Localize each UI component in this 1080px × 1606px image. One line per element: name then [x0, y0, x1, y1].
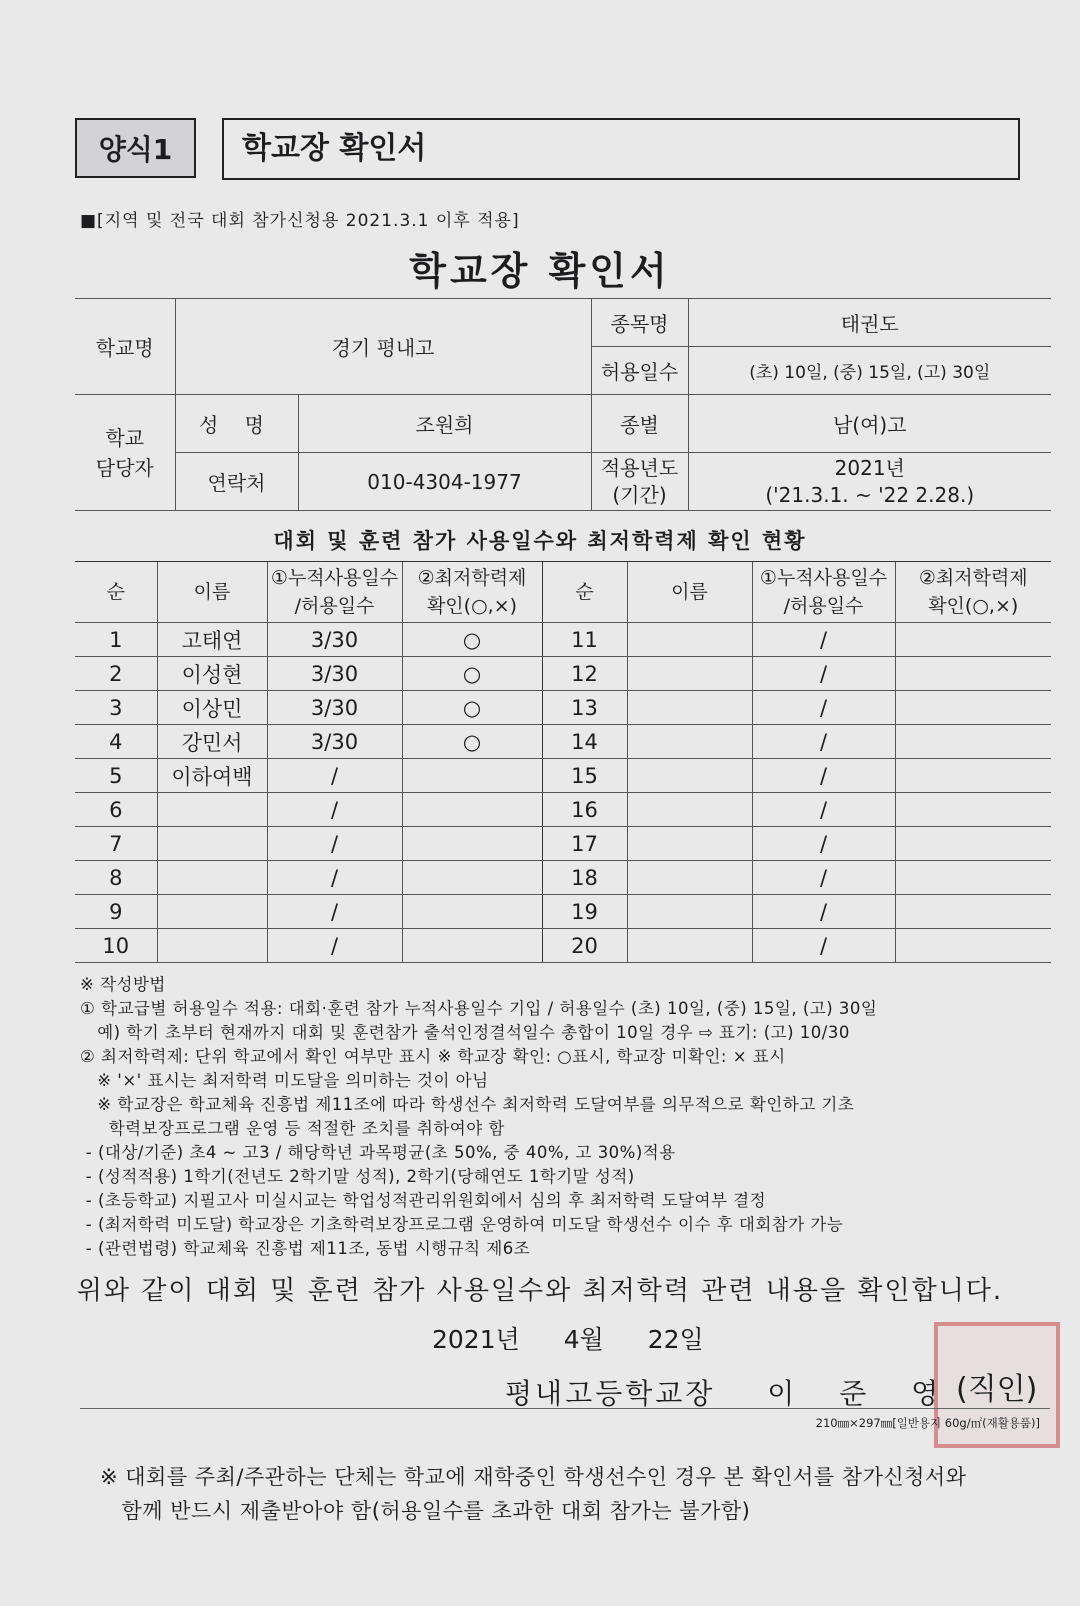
cell-name: [627, 895, 752, 929]
cell-n: 5: [75, 759, 157, 793]
submission-notice: [100, 1460, 967, 1528]
cell-days: /: [752, 691, 895, 725]
cell-name: [157, 861, 267, 895]
cell-n: 1: [75, 623, 157, 657]
cell-name: [157, 793, 267, 827]
period-label: 적용년도 (기간): [591, 453, 688, 511]
cell-days: /: [752, 827, 895, 861]
paper-spec: 210㎜×297㎜[일반용지 60g/㎡(재활용품)]: [815, 1416, 1040, 1430]
cell-days: 3/30: [267, 725, 402, 759]
cell-check: [895, 691, 1051, 725]
cell-days: /: [267, 895, 402, 929]
table-row: [75, 623, 1051, 657]
cell-check: [402, 827, 542, 861]
table-row: [75, 793, 1051, 827]
cell-n: 18: [542, 861, 627, 895]
cell-name: 이성현: [157, 657, 267, 691]
confirmation-statement: 위와 같이 대회 및 훈련 참가 사용일수와 최저학력 관련 내용을 확인합니다.: [76, 1276, 1004, 1306]
instruction-line: ② 최저학력제: 단위 학교에서 확인 여부만 표시 ※ 학교장 확인: ○표시, 학교장 미확인: × 표시: [80, 1047, 786, 1066]
instruction-line: - (최저학력 미도달) 학교장은 기초학력보장프로그램 운영하여 미도달 학생선수 이수 후 대회참가 가능: [80, 1215, 844, 1234]
section-title: 대회 및 훈련 참가 사용일수와 최저학력제 확인 현황: [273, 529, 807, 553]
cell-days: /: [267, 759, 402, 793]
instruction-line: ※ 학교장은 학교체육 진흥법 제11조에 따라 학생선수 최저학력 도달여부를 의무적으로 확인하고 기초: [80, 1095, 855, 1114]
cell-check: ○: [402, 657, 542, 691]
col-days: ①누적사용일수 /허용일수: [267, 562, 402, 623]
cell-name: [627, 861, 752, 895]
cell-check: [895, 861, 1051, 895]
cell-check: [895, 827, 1051, 861]
cell-check: [895, 929, 1051, 963]
cell-days: /: [267, 929, 402, 963]
name-label: 성 명: [175, 395, 298, 453]
cell-n: 13: [542, 691, 627, 725]
cell-days: /: [267, 793, 402, 827]
issue-date: [432, 1320, 740, 1356]
table-row: [75, 895, 1051, 929]
cell-name: 고태연: [157, 623, 267, 657]
cell-n: 9: [75, 895, 157, 929]
cell-days: 3/30: [267, 657, 402, 691]
cell-n: 12: [542, 657, 627, 691]
cell-days: /: [267, 861, 402, 895]
table-row: [75, 725, 1051, 759]
cell-n: 15: [542, 759, 627, 793]
principal-name: 이 준 영: [767, 1377, 957, 1410]
cell-name: [157, 895, 267, 929]
period-value: 2021년 ('21.3.1. ~ '22 2.28.): [688, 453, 1051, 511]
cell-days: 3/30: [267, 623, 402, 657]
cell-name: [627, 725, 752, 759]
cell-name: [627, 827, 752, 861]
instruction-line: 예) 학기 초부터 현재까지 대회 및 훈련참가 출석인정결석일수 총합이 10일 경우 ⇨ 표기: (고) 10/30: [80, 1023, 850, 1042]
cell-n: 17: [542, 827, 627, 861]
cell-check: [895, 895, 1051, 929]
cell-n: 6: [75, 793, 157, 827]
col-name: 이름: [157, 562, 267, 623]
divider: [80, 1408, 1050, 1409]
name-value: 조원희: [298, 395, 591, 453]
cell-name: [627, 793, 752, 827]
cell-check: [895, 657, 1051, 691]
table-row: [75, 929, 1051, 963]
info-table: [75, 298, 1051, 511]
instruction-line: ① 학교급별 허용일수 적용: 대회·훈련 참가 누적사용일수 기입 / 허용일수 (초) 10일, (중) 15일, (고) 30일: [80, 999, 878, 1018]
cell-check: [402, 895, 542, 929]
instruction-line: - (관련법령) 학교체육 진흥법 제11조, 동법 시행규칙 제6조: [80, 1239, 531, 1258]
col-check: ②최저학력제 확인(○,×): [402, 562, 542, 623]
cell-days: /: [752, 759, 895, 793]
cell-days: /: [752, 895, 895, 929]
cell-name: [157, 929, 267, 963]
cell-name: 이상민: [157, 691, 267, 725]
col-check: ②최저학력제 확인(○,×): [895, 562, 1051, 623]
cell-name: [627, 623, 752, 657]
allowed-days-label: 허용일수: [591, 347, 688, 395]
table-row: [75, 861, 1051, 895]
cell-check: ○: [402, 725, 542, 759]
cell-check: [895, 725, 1051, 759]
cell-days: /: [752, 623, 895, 657]
principal-signature: [505, 1372, 956, 1412]
cell-check: [895, 623, 1051, 657]
cell-check: [402, 759, 542, 793]
cell-n: 11: [542, 623, 627, 657]
usage-note: ■[지역 및 전국 대회 참가신청용 2021.3.1 이후 적용]: [80, 211, 520, 231]
cell-days: /: [267, 827, 402, 861]
table-row: [75, 691, 1051, 725]
col-num: 순: [75, 562, 157, 623]
date-month: 4월: [563, 1325, 604, 1354]
instruction-line: - (초등학교) 지필고사 미실시교는 학업성적관리위원회에서 심의 후 최저학력 도달여부 결정: [80, 1191, 767, 1210]
cell-days: /: [752, 725, 895, 759]
gender-value: 남(여)고: [688, 395, 1051, 453]
cell-n: 19: [542, 895, 627, 929]
cell-n: 4: [75, 725, 157, 759]
col-days: ①누적사용일수 /허용일수: [752, 562, 895, 623]
cell-n: 10: [75, 929, 157, 963]
cell-n: 16: [542, 793, 627, 827]
header-title: 학교장 확인서: [222, 118, 1020, 180]
school-value: 경기 평내고: [175, 299, 591, 395]
instruction-line: 학력보장프로그램 운영 등 적절한 조치를 취하여야 함: [80, 1119, 505, 1138]
cell-days: 3/30: [267, 691, 402, 725]
notice-line: 함께 반드시 제출받아야 함(허용일수를 초과한 대회 참가는 불가함): [100, 1499, 751, 1523]
table-row: [75, 759, 1051, 793]
cell-name: 이하여백: [157, 759, 267, 793]
cell-check: ○: [402, 623, 542, 657]
contact-value: 010-4304-1977: [298, 453, 591, 511]
seal-label: (직인): [956, 1372, 1038, 1407]
cell-n: 14: [542, 725, 627, 759]
gender-label: 종별: [591, 395, 688, 453]
cell-check: [402, 793, 542, 827]
cell-n: 2: [75, 657, 157, 691]
school-label: 학교명: [75, 299, 175, 395]
instruction-line: - (성적적용) 1학기(전년도 2학기말 성적), 2학기(당해연도 1학기말 성적): [80, 1167, 635, 1186]
cell-check: [402, 929, 542, 963]
cell-name: [627, 759, 752, 793]
table-row: [75, 827, 1051, 861]
notice-line: ※ 대회를 주최/주관하는 단체는 학교에 재학중인 학생선수인 경우 본 확인서를 참가신청서와: [100, 1465, 967, 1489]
principal-title: 평내고등학교장: [505, 1377, 716, 1410]
manager-label: 학교 담당자: [75, 395, 175, 511]
allowed-days-value: (초) 10일, (중) 15일, (고) 30일: [688, 347, 1051, 395]
instruction-line: - (대상/기준) 초4 ~ 고3 / 해당학년 과목평균(초 50%, 중 40%, 고 30%)적용: [80, 1143, 676, 1162]
cell-check: [402, 861, 542, 895]
cell-name: [627, 691, 752, 725]
contact-label: 연락처: [175, 453, 298, 511]
cell-check: ○: [402, 691, 542, 725]
instruction-line: ※ 작성방법: [80, 975, 166, 994]
cell-name: [157, 827, 267, 861]
document-title: 학교장 확인서: [409, 249, 671, 293]
col-num: 순: [542, 562, 627, 623]
participation-table: [75, 561, 1051, 963]
cell-n: 7: [75, 827, 157, 861]
instruction-line: ※ '×' 표시는 최저학력 미도달을 의미하는 것이 아님: [80, 1071, 489, 1090]
cell-name: [627, 657, 752, 691]
cell-days: /: [752, 657, 895, 691]
cell-n: 20: [542, 929, 627, 963]
cell-n: 8: [75, 861, 157, 895]
instructions: [80, 973, 877, 1261]
date-day: 22일: [647, 1325, 704, 1354]
sport-label: 종목명: [591, 299, 688, 347]
cell-n: 3: [75, 691, 157, 725]
cell-days: /: [752, 861, 895, 895]
cell-name: [627, 929, 752, 963]
cell-name: 강민서: [157, 725, 267, 759]
date-year: 2021년: [432, 1325, 520, 1354]
cell-days: /: [752, 793, 895, 827]
cell-days: /: [752, 929, 895, 963]
cell-check: [895, 759, 1051, 793]
table-row: [75, 657, 1051, 691]
cell-check: [895, 793, 1051, 827]
sport-value: 태권도: [688, 299, 1051, 347]
col-name: 이름: [627, 562, 752, 623]
form-number: 양식1: [75, 118, 196, 178]
